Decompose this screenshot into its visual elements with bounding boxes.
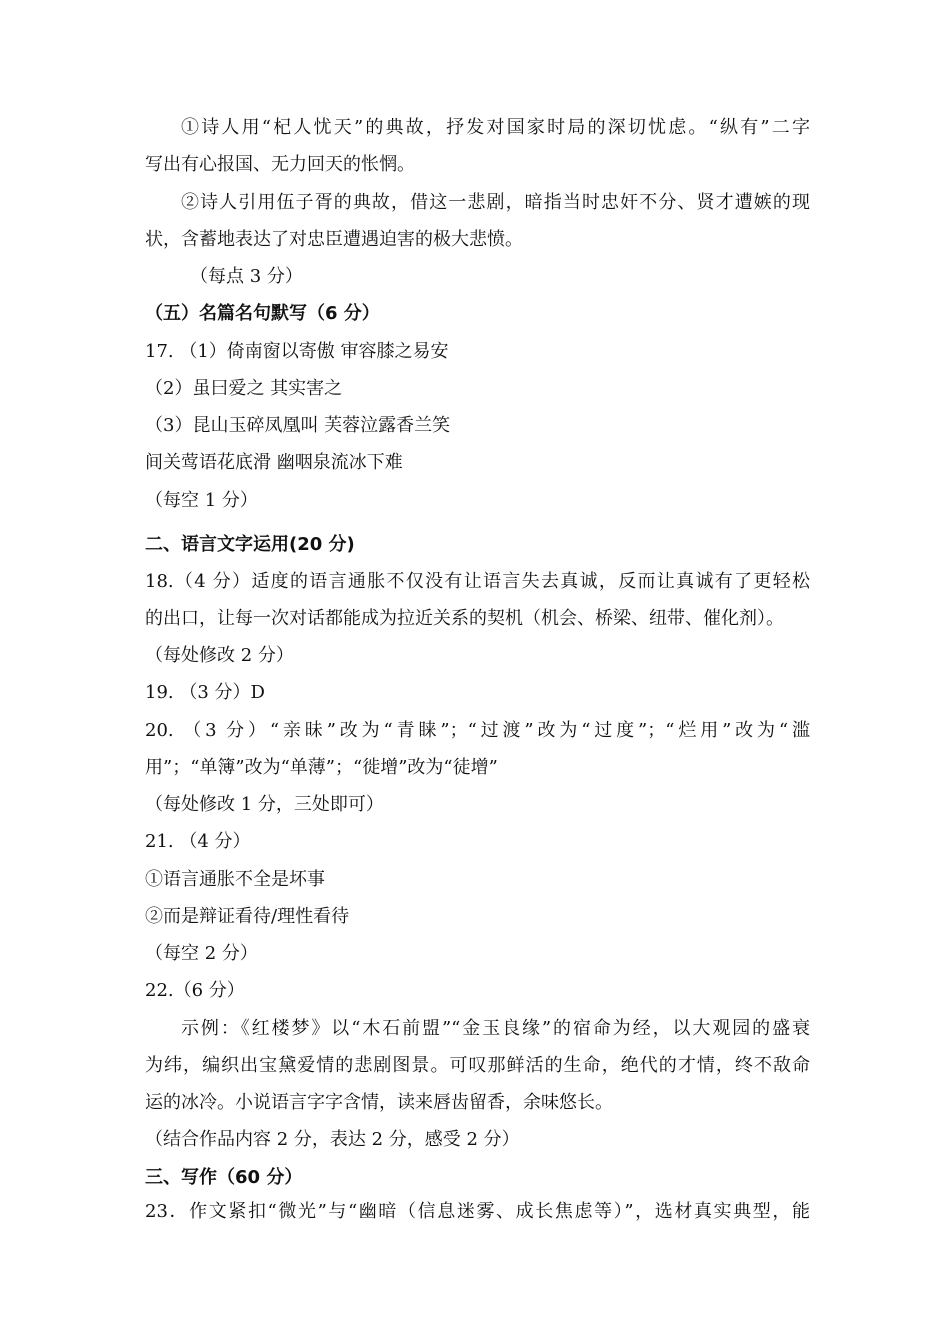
answer-22-example-cont: 运的冰冷。小说语言字字含情，读来唇齿留香，余味悠长。: [145, 1092, 613, 1113]
answer-18: 18.（4 分）适度的语言通胀不仅没有让语言失去真诚，反而让真诚有了更轻松: [145, 571, 810, 592]
answer-22: 22.（6 分）: [145, 980, 245, 1001]
answer-21-2: ②而是辩证看待/理性看待: [145, 906, 350, 927]
answer-22-example: 示例：《红楼梦》以“木石前盟”“金玉良缘”的宿命为经，以大观园的盛衰: [181, 1018, 810, 1039]
section-heading-language: 二、语言文字运用(20 分): [145, 534, 355, 555]
answer-21-1: ①语言通胀不全是坏事: [145, 869, 325, 890]
score-note: （每点 3 分）: [190, 266, 303, 287]
poem-analysis-point-2-cont: 状，含蓄地表达了对忠臣遭遇迫害的极大悲愤。: [145, 229, 523, 250]
answer-18-cont: 的出口，让每一次对话都能成为拉近关系的契机（机会、桥梁、纽带、催化剂）。: [145, 608, 784, 629]
score-note: （每空 2 分）: [145, 943, 258, 964]
section-heading-writing: 三、写作（60 分）: [145, 1167, 303, 1188]
answer-17-3-cont: 间关莺语花底滑 幽咽泉流冰下难: [145, 452, 403, 473]
score-note: （每处修改 1 分，三处即可）: [145, 794, 384, 815]
answer-17-2: （2）虽曰爱之 其实害之: [145, 378, 343, 399]
section-heading-recitation: （五）名篇名句默写（6 分）: [145, 303, 380, 324]
score-note: （每空 1 分）: [145, 490, 258, 511]
answer-17-1: 17. （1）倚南窗以寄傲 审容膝之易安: [145, 341, 449, 362]
answer-17-3: （3）昆山玉碎凤凰叫 芙蓉泣露香兰笑: [145, 415, 451, 436]
poem-analysis-point-1-cont: 写出有心报国、无力回天的怅惘。: [145, 154, 415, 175]
answer-23: 23．作文紧扣“微光”与“幽暗（信息迷雾、成长焦虑等）”，选材真实典型，能: [145, 1201, 810, 1222]
answer-22-example-cont: 为纬，编织出宝黛爱情的悲剧图景。可叹那鲜活的生命，绝代的才情，终不敌命: [145, 1055, 810, 1076]
answer-20: 20. （3 分）“亲昧”改为“青睐”；“过渡”改为“过度”；“烂用”改为“滥: [145, 720, 810, 741]
answer-21: 21. （4 分）: [145, 831, 251, 852]
answer-20-cont: 用”；“单簿”改为“单薄”；“徙增”改为“徒增”: [145, 757, 498, 778]
answer-19: 19. （3 分）D: [145, 682, 265, 703]
score-note: （每处修改 2 分）: [145, 645, 294, 666]
score-note: （结合作品内容 2 分，表达 2 分，感受 2 分）: [145, 1129, 520, 1150]
poem-analysis-point-2: ②诗人引用伍子胥的典故，借这一悲剧，暗指当时忠奸不分、贤才遭嫉的现: [181, 192, 810, 213]
poem-analysis-point-1: ①诗人用“杞人忧天”的典故，抒发对国家时局的深切忧虑。“纵有”二字: [181, 117, 810, 138]
